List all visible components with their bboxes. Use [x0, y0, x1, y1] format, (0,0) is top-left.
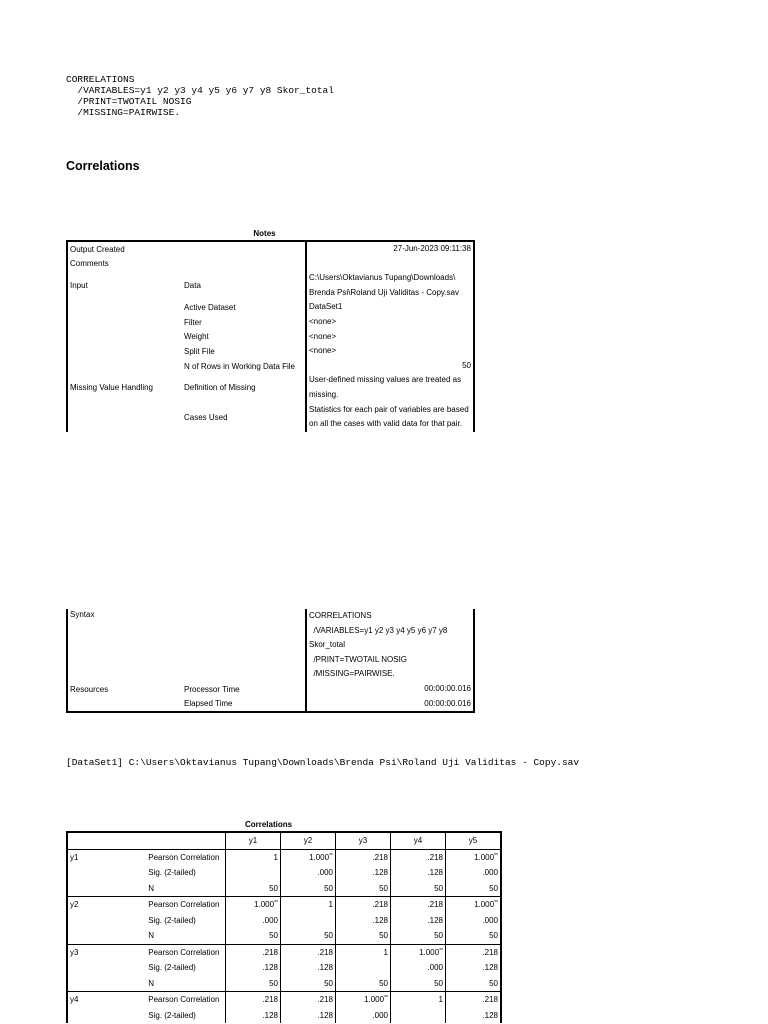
- table-cell: 50: [226, 881, 281, 897]
- notes-label: [67, 315, 182, 330]
- notes-table: [66, 240, 475, 432]
- table-cell: 1.000**: [281, 849, 336, 865]
- notes-value: DataSet1: [309, 302, 343, 312]
- table-cell: .128: [226, 960, 281, 976]
- correlations-column-header: y4: [391, 832, 446, 849]
- section-heading: Correlations: [66, 159, 140, 173]
- table-cell: 50: [281, 928, 336, 944]
- row-statistic: Pearson Correlation: [146, 992, 225, 1008]
- correlations-header-row: [67, 832, 501, 849]
- notes-row: [67, 257, 474, 272]
- notes-value: <none>: [309, 346, 337, 356]
- table-cell: [226, 865, 281, 881]
- row-statistic: Sig. (2-tailed): [148, 1010, 196, 1020]
- table-cell: .000: [226, 913, 281, 929]
- row-variable: y1: [67, 849, 146, 865]
- table-cell: 50: [446, 881, 502, 897]
- notes-sublabel: Processor Time: [182, 682, 306, 697]
- row-variable: y3: [67, 944, 146, 960]
- row-variable: [67, 913, 146, 929]
- notes-value: 00:00:00.016: [306, 682, 474, 697]
- table-cell: .128: [446, 1008, 502, 1024]
- table-cell: 50: [281, 976, 336, 992]
- notes-value: 27-Jun-2023 09:11:38: [393, 244, 471, 253]
- row-statistic: Pearson Correlation: [146, 897, 225, 913]
- table-cell: 50: [226, 928, 281, 944]
- table-row: [67, 849, 501, 865]
- table-cell: .128: [391, 913, 446, 929]
- table-cell: .218: [446, 992, 502, 1008]
- notes-value: Statistics for each pair of variables are based on all the cases with valid data for that pair.: [309, 404, 469, 429]
- notes-table-continued: [66, 609, 475, 713]
- table-cell: 50: [391, 881, 446, 897]
- table-cell: .128: [391, 865, 446, 881]
- table-cell: [336, 960, 391, 976]
- notes-sublabel: Split File: [182, 344, 306, 359]
- row-statistic: Sig. (2-tailed): [148, 963, 196, 973]
- table-cell: 1.000**: [446, 849, 502, 865]
- table-cell: .128: [281, 1008, 336, 1024]
- table-cell: 1.000**: [391, 944, 446, 960]
- row-statistic: Pearson Correlation: [146, 944, 225, 960]
- table-cell: .218: [446, 944, 502, 960]
- notes-value: 50: [462, 360, 471, 370]
- notes-row: [67, 344, 474, 359]
- table-cell: 1: [226, 849, 281, 865]
- table-row: [67, 897, 501, 913]
- correlations-table-title: Correlations: [244, 820, 293, 829]
- notes-sublabel: Elapsed Time: [182, 697, 306, 713]
- notes-sublabel: N of Rows in Working Data File: [182, 359, 306, 374]
- table-row: [67, 960, 501, 976]
- table-cell: .128: [446, 960, 502, 976]
- table-cell: .218: [391, 897, 446, 913]
- notes-label: [67, 344, 182, 359]
- correlations-table: [66, 831, 502, 1023]
- table-cell: 50: [281, 881, 336, 897]
- notes-label: Comments: [70, 259, 109, 269]
- table-cell: .000: [336, 1008, 391, 1024]
- table-cell: 50: [391, 976, 446, 992]
- table-cell: .218: [281, 992, 336, 1008]
- notes-row: [67, 330, 474, 345]
- table-cell: 50: [336, 881, 391, 897]
- table-row: [67, 944, 501, 960]
- notes-row: [67, 359, 474, 374]
- table-cell: 50: [446, 928, 502, 944]
- notes-value: <none>: [309, 331, 337, 341]
- correlations-header-corner: [67, 832, 226, 849]
- table-cell: .128: [226, 1008, 281, 1024]
- notes-label: Input: [70, 281, 88, 291]
- table-cell: .218: [281, 944, 336, 960]
- table-cell: 50: [226, 976, 281, 992]
- notes-value: <none>: [309, 316, 337, 326]
- notes-sublabel: Cases Used: [182, 403, 306, 432]
- table-cell: .128: [281, 960, 336, 976]
- notes-row: [67, 609, 474, 682]
- row-variable: [67, 928, 146, 944]
- row-statistic: N: [148, 978, 155, 988]
- row-variable: y2: [67, 897, 146, 913]
- notes-value: CORRELATIONS /VARIABLES=y1 y2 y3 y4 y5 y6 y7 y8 Skor_total /PRINT=TWOTAIL NOSIG /MISSING=PAIRWISE.: [306, 609, 474, 682]
- notes-value: User-defined missing values are treated as missing.: [309, 375, 462, 399]
- notes-value: C:\Users\Oktavianus Tupang\Downloads\ Brenda Psi\Roland Uji Validitas - Copy.sav: [309, 273, 459, 297]
- notes-sublabel: Filter: [182, 315, 306, 330]
- correlations-column-header: y2: [281, 832, 336, 849]
- table-cell: 50: [336, 976, 391, 992]
- row-variable: [67, 865, 146, 881]
- notes-row: [67, 241, 474, 257]
- table-row: [67, 865, 501, 881]
- table-cell: 1.000**: [336, 992, 391, 1008]
- row-variable: y4: [67, 992, 146, 1008]
- notes-label: [67, 697, 182, 713]
- table-row: [67, 1008, 501, 1024]
- notes-value: 00:00:00.016: [306, 697, 474, 713]
- table-cell: 1.000**: [226, 897, 281, 913]
- table-cell: .000: [446, 913, 502, 929]
- notes-sublabel: Definition of Missing: [182, 373, 306, 402]
- table-cell: [281, 913, 336, 929]
- row-variable: [67, 976, 146, 992]
- notes-sublabel: [182, 257, 306, 272]
- table-cell: .218: [336, 897, 391, 913]
- notes-sublabel: Active Dataset: [182, 300, 306, 315]
- table-cell: .000: [391, 960, 446, 976]
- table-cell: 50: [446, 976, 502, 992]
- row-statistic: Pearson Correlation: [146, 849, 225, 865]
- table-cell: 1.000**: [446, 897, 502, 913]
- notes-row: [67, 682, 474, 697]
- table-cell: .000: [446, 865, 502, 881]
- notes-label: Syntax: [67, 609, 182, 682]
- notes-label: Resources: [67, 682, 182, 697]
- notes-label: [67, 359, 182, 374]
- table-cell: .000: [281, 865, 336, 881]
- notes-label: [67, 330, 182, 345]
- notes-row: [67, 300, 474, 315]
- notes-row: [67, 403, 474, 432]
- notes-label: Output Created: [70, 244, 125, 254]
- correlations-column-header: y5: [446, 832, 502, 849]
- table-cell: .218: [391, 849, 446, 865]
- notes-row: [67, 697, 474, 713]
- correlations-column-header: y1: [226, 832, 281, 849]
- row-variable: [67, 1008, 146, 1024]
- notes-label: [67, 403, 182, 432]
- syntax-block: CORRELATIONS /VARIABLES=y1 y2 y3 y4 y5 y6 y7 y8 Skor_total /PRINT=TWOTAIL NOSIG /MISSING=PAIRWISE.: [66, 74, 334, 118]
- row-statistic: N: [148, 883, 155, 893]
- dataset-line: [DataSet1] C:\Users\Oktavianus Tupang\Downloads\Brenda Psi\Roland Uji Validitas - Copy.sav: [66, 757, 580, 768]
- table-cell: 1: [336, 944, 391, 960]
- table-row: [67, 976, 501, 992]
- table-cell: 50: [391, 928, 446, 944]
- notes-label: Missing Value Handling: [70, 383, 154, 393]
- table-cell: 50: [336, 928, 391, 944]
- table-cell: 1: [391, 992, 446, 1008]
- row-statistic: Sig. (2-tailed): [148, 868, 196, 878]
- notes-row: [67, 315, 474, 330]
- table-row: [67, 992, 501, 1008]
- notes-row: [67, 373, 474, 402]
- row-statistic: N: [148, 931, 155, 941]
- table-row: [67, 881, 501, 897]
- notes-label: [67, 300, 182, 315]
- table-row: [67, 928, 501, 944]
- table-cell: .128: [336, 865, 391, 881]
- table-row: [67, 913, 501, 929]
- table-cell: [391, 1008, 446, 1024]
- table-cell: .128: [336, 913, 391, 929]
- notes-value: [306, 257, 474, 272]
- notes-sublabel: Data: [182, 271, 306, 300]
- notes-sublabel: Weight: [182, 330, 306, 345]
- row-variable: [67, 881, 146, 897]
- notes-sublabel: [182, 609, 306, 682]
- row-statistic: Sig. (2-tailed): [148, 915, 196, 925]
- notes-table-title: Notes: [253, 229, 276, 238]
- table-cell: 1: [281, 897, 336, 913]
- table-cell: .218: [336, 849, 391, 865]
- table-cell: .218: [226, 992, 281, 1008]
- row-variable: [67, 960, 146, 976]
- table-cell: .218: [226, 944, 281, 960]
- correlations-column-header: y3: [336, 832, 391, 849]
- notes-row: [67, 271, 474, 300]
- notes-sublabel: [182, 241, 306, 257]
